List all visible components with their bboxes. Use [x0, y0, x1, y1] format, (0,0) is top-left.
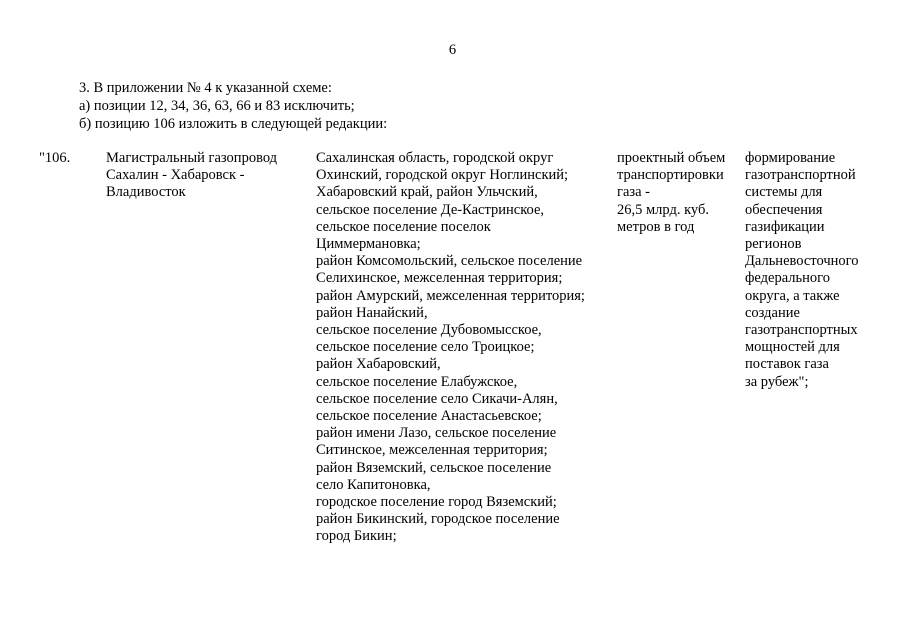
cell-line: регионов [745, 236, 802, 253]
cell-line: федерального [745, 270, 830, 287]
cell-line: район Бикинский, городское поселение [316, 511, 560, 528]
cell-line: сельское поселение Де-Кастринское, [316, 201, 544, 218]
cell-line: сельское поселение Анастасьевское; [316, 408, 542, 425]
cell-line: Охинский, городской округ Ноглинский; [316, 167, 569, 184]
cell-line: газа - [617, 184, 651, 201]
cell-line: сельское поселение Дубовомысское, [316, 322, 542, 339]
cell-line: сельское поселение Елабужское, [316, 373, 518, 390]
object-name-cell [106, 150, 277, 202]
cell-line: Ситинское, межселенная территория; [316, 442, 548, 459]
cell-line: газотранспортных [745, 322, 858, 339]
cell-line: Сахалин - Хабаровск - [106, 167, 245, 184]
cell-line: Сахалинская область, городской округ [316, 150, 554, 166]
capacity-cell [617, 150, 725, 236]
cell-line: газификации [745, 218, 825, 235]
cell-line: район Вяземский, сельское поселение [316, 459, 552, 476]
cell-line: район Комсомольский, сельское поселение [316, 253, 583, 270]
cell-line: Дальневосточного [745, 253, 859, 270]
cell-line: создание [745, 304, 800, 321]
intro-line: 3. В приложении № 4 к указанной схеме: [79, 80, 332, 96]
cell-line: город Бикин; [316, 528, 397, 545]
cell-line: округа, а также [745, 287, 840, 304]
cell-line: газотранспортной [745, 167, 856, 184]
cell-line: Циммермановка; [316, 236, 421, 253]
cell-line: Селихинское, межселенная территория; [316, 270, 563, 287]
cell-line: за рубеж"; [745, 373, 809, 390]
purpose-cell [745, 150, 858, 391]
cell-line: Хабаровский край, район Ульчский, [316, 184, 538, 201]
intro-line: а) позиции 12, 34, 36, 63, 66 и 83 исключить; [79, 98, 355, 114]
cell-line: мощностей для [745, 339, 840, 356]
cell-line: Владивосток [106, 184, 186, 201]
location-cell [316, 150, 585, 546]
cell-line: городское поселение город Вяземский; [316, 494, 557, 511]
cell-line: проектный объем [617, 150, 726, 166]
cell-line: формирование [745, 150, 836, 166]
cell-line: район имени Лазо, сельское поселение [316, 425, 557, 442]
row-number: "106. [39, 150, 71, 166]
page-number: 6 [448, 42, 457, 58]
cell-line: системы для [745, 184, 823, 201]
cell-line: метров в год [617, 218, 695, 235]
cell-line: сельское поселение село Троицкое; [316, 339, 535, 356]
intro-line: б) позицию 106 изложить в следующей редакции: [79, 116, 388, 132]
cell-line: транспортировки [617, 167, 724, 184]
cell-line: 26,5 млрд. куб. [617, 201, 709, 218]
cell-line: поставок газа [745, 356, 829, 373]
cell-line: район Хабаровский, [316, 356, 441, 373]
cell-line: обеспечения [745, 201, 823, 218]
cell-line: район Нанайский, [316, 304, 428, 321]
cell-line: сельское поселение поселок [316, 218, 491, 235]
cell-line: сельское поселение село Сикачи-Алян, [316, 390, 558, 407]
cell-line: село Капитоновка, [316, 476, 431, 493]
intro-block [79, 79, 387, 133]
cell-line: район Амурский, межселенная территория; [316, 287, 585, 304]
cell-line: Магистральный газопровод [106, 150, 278, 166]
